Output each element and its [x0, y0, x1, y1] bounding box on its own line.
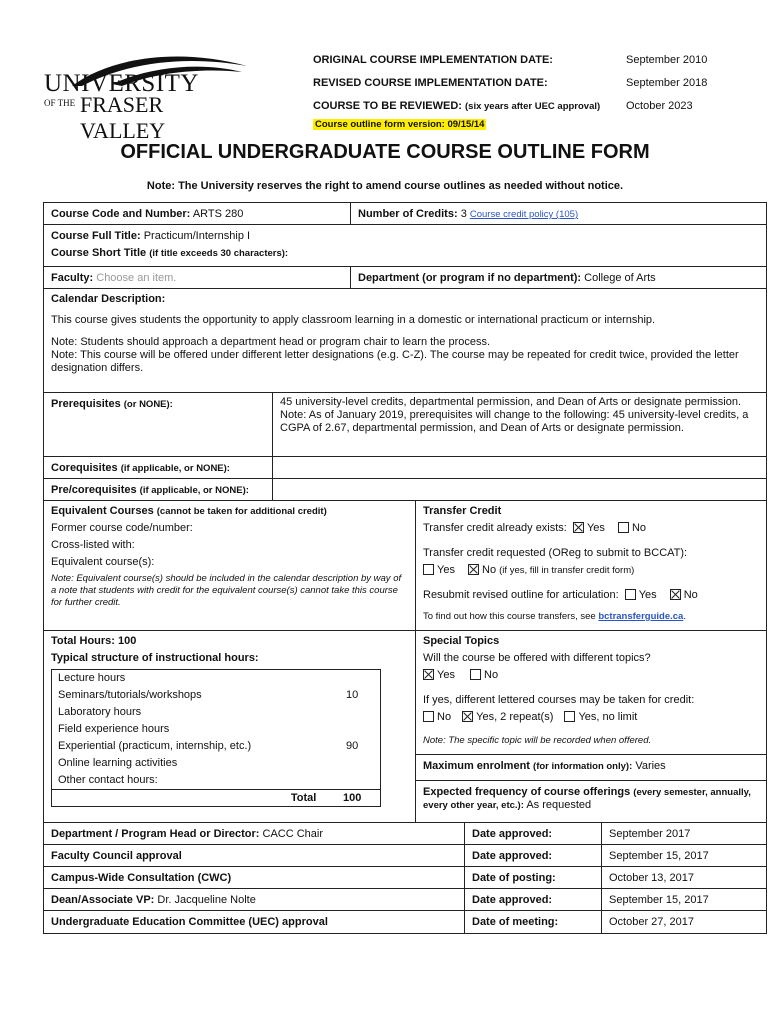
approval-label: Undergraduate Education Committee (UEC) approval — [51, 916, 328, 928]
hours-row — [52, 772, 380, 789]
credit-policy-link[interactable]: Course credit policy (105) — [469, 209, 579, 220]
equivalent-courses-label[interactable]: Equivalent course(s): — [51, 556, 155, 568]
approval-label: Dean/Associate VP: — [51, 894, 155, 906]
hours-row — [52, 755, 380, 772]
equivalent-sub: (cannot be taken for additional credit) — [156, 506, 327, 517]
calendar-note-2[interactable]: Note: This course will be offered under different letter designations (e.g. C-Z). The course may be repeated for credit twice, provided the letter designation differs. — [51, 349, 739, 374]
approval-date[interactable]: September 15, 2017 — [601, 889, 766, 910]
lettered-yes-repeat-checkbox[interactable] — [462, 711, 473, 722]
resubmit-yes-label: Yes — [638, 589, 657, 601]
original-date-value: September 2010 — [626, 53, 708, 66]
hours-row-name: Field experience hours — [58, 723, 170, 735]
hours-structure-label: Typical structure of instructional hours: — [51, 652, 259, 664]
approval-date-label: Date approved: — [472, 894, 553, 906]
resubmit-yes-checkbox[interactable] — [625, 589, 636, 600]
university-logo — [42, 48, 252, 143]
hours-row-name: Laboratory hours — [58, 706, 142, 718]
transfer-exists-label: Transfer credit already exists: — [423, 522, 567, 534]
lettered-no-checkbox[interactable] — [423, 711, 434, 722]
approval-date-label: Date of posting: — [472, 872, 556, 884]
hours-row — [52, 670, 380, 687]
transfer-find-end: . — [683, 611, 686, 622]
review-date-value: October 2023 — [626, 99, 693, 112]
course-outline-form — [43, 202, 767, 934]
cross-listed-label[interactable]: Cross-listed with: — [51, 539, 135, 551]
former-code-label[interactable]: Former course code/number: — [51, 522, 193, 534]
hours-total-row — [52, 789, 380, 806]
transfer-requested-yes-label: Yes — [437, 564, 455, 576]
total-hours-label: Total Hours: — [51, 635, 115, 647]
approval-row — [44, 867, 766, 889]
special-note: Note: The specific topic will be recorded when offered. — [423, 735, 652, 746]
approval-row — [44, 845, 766, 867]
lettered-yes-repeat-label: Yes, 2 repeat(s) — [476, 711, 554, 723]
lettered-no-label: No — [437, 711, 452, 723]
course-meta — [313, 48, 733, 130]
frequency-label: Expected frequency of course offerings — [423, 786, 631, 798]
lettered-question: If yes, different lettered courses may be taken for credit: — [423, 694, 695, 706]
approval-date[interactable]: September 2017 — [601, 823, 766, 844]
hours-table — [51, 669, 381, 807]
hours-row-name: Experiential (practicum, internship, etc.) — [58, 740, 252, 752]
approval-date-label: Date approved: — [472, 828, 553, 840]
max-enrolment-label: Maximum enrolment — [423, 760, 530, 772]
logo-line3: FRASER VALLEY — [80, 92, 166, 143]
transfer-exists-yes-label: Yes — [586, 522, 605, 534]
hours-row — [52, 721, 380, 738]
approval-row — [44, 823, 766, 845]
coreq-value[interactable] — [272, 457, 766, 478]
faculty-select[interactable]: Choose an item. — [96, 272, 177, 284]
hours-total-label: Total — [290, 792, 317, 804]
hours-row-value[interactable]: 10 — [346, 689, 359, 701]
hours-row-name: Seminars/tutorials/workshops — [58, 689, 202, 701]
approval-date[interactable]: September 15, 2017 — [601, 845, 766, 866]
special-no-checkbox[interactable] — [470, 669, 481, 680]
calendar-label: Calendar Description: — [51, 293, 166, 305]
calendar-note-1[interactable]: Note: Students should approach a department head or program chair to learn the process. — [51, 336, 491, 348]
hours-total-value[interactable]: 100 — [343, 792, 362, 804]
transfer-requested-no-checkbox[interactable] — [468, 564, 479, 575]
approval-label: Faculty Council approval — [51, 850, 182, 862]
frequency-value[interactable]: As requested — [526, 799, 592, 811]
hours-row-value[interactable] — [324, 755, 380, 772]
prereq-sub: (or NONE): — [123, 399, 173, 410]
transfer-requested-no-sub: (if yes, fill in transfer credit form) — [499, 565, 635, 576]
hours-row-name: Lecture hours — [58, 672, 126, 684]
short-title-sub: (if title exceeds 30 characters): — [149, 248, 289, 259]
special-yes-checkbox[interactable] — [423, 669, 434, 680]
lettered-no-limit-checkbox[interactable] — [564, 711, 575, 722]
hours-row-value[interactable] — [324, 670, 380, 687]
prereq-label: Prerequisites — [51, 398, 121, 410]
total-hours-value[interactable]: 100 — [118, 635, 137, 647]
revised-date-label: REVISED COURSE IMPLEMENTATION DATE: — [313, 76, 548, 89]
hours-row-value[interactable]: 90 — [346, 740, 359, 752]
hours-row — [52, 704, 380, 721]
special-topics-question: Will the course be offered with different topics? — [423, 652, 651, 664]
transfer-requested-label: Transfer credit requested (OReg to submit to BCCAT): — [423, 547, 688, 559]
course-code-value[interactable]: ARTS 280 — [192, 208, 244, 220]
full-title-value[interactable]: Practicum/Internship I — [143, 230, 251, 242]
resubmit-label: Resubmit revised outline for articulation: — [423, 589, 619, 601]
original-date-label: ORIGINAL COURSE IMPLEMENTATION DATE: — [313, 53, 553, 66]
department-value[interactable]: College of Arts — [584, 272, 656, 284]
short-title-label: Course Short Title — [51, 247, 147, 259]
special-no-label: No — [484, 669, 499, 681]
hours-row-name: Online learning activities — [58, 757, 178, 769]
equivalent-label: Equivalent Courses — [51, 505, 154, 517]
review-date-label: COURSE TO BE REVIEWED: — [313, 99, 462, 112]
special-topics-label: Special Topics — [423, 635, 500, 647]
logo-line1: UNIVERSITY — [44, 70, 199, 97]
approval-date-label: Date of meeting: — [472, 916, 559, 928]
transfer-requested-no-label: No — [482, 564, 497, 576]
hours-row — [52, 687, 380, 704]
resubmit-no-label: No — [683, 589, 698, 601]
precoreq-value[interactable] — [272, 479, 766, 500]
review-date-sub: (six years after UEC approval) — [465, 100, 601, 112]
prereq-value[interactable]: 45 university-level credits, departmental permission, and Dean of Arts or designate permission. Note: As of January 2019, prerequisites will change to the following: 45 university-level credits, a CGPA of 2.67, departmental permission, and Dean of Arts or designate permission. — [272, 393, 766, 456]
hours-row-value[interactable] — [324, 704, 380, 721]
hours-row-value[interactable] — [324, 772, 380, 789]
approval-row — [44, 911, 766, 933]
approval-date-label: Date approved: — [472, 850, 553, 862]
transfer-label: Transfer Credit — [423, 505, 502, 517]
transfer-requested-yes-checkbox[interactable] — [423, 564, 434, 575]
lettered-no-limit-label: Yes, no limit — [578, 711, 638, 723]
amend-note: Note: The University reserves the right to amend course outlines as needed without notice. — [146, 180, 624, 192]
coreq-label: Corequisites — [51, 462, 118, 474]
approval-label: Department / Program Head or Director: — [51, 828, 260, 840]
frequency-sub: (every semester, annually, every other year, etc.): — [423, 787, 751, 811]
approval-value[interactable]: Dr. Jacqueline Nolte — [157, 894, 256, 906]
credits-value[interactable]: 3 — [460, 208, 467, 220]
transfer-exists-no-label: No — [631, 522, 647, 534]
faculty-label: Faculty: — [51, 272, 94, 284]
coreq-sub: (if applicable, or NONE): — [120, 463, 230, 474]
special-yes-label: Yes — [437, 669, 455, 681]
resubmit-no-checkbox[interactable] — [670, 589, 681, 600]
equivalent-note: Note: Equivalent course(s) should be included in the calendar description by way of a note that students with credit for the equivalent course(s) cannot take this course for further credit. — [51, 573, 402, 608]
full-title-label: Course Full Title: — [51, 230, 141, 242]
transfer-exists-yes-checkbox[interactable] — [573, 522, 584, 533]
hours-row-value[interactable] — [324, 721, 380, 738]
approval-value[interactable]: CACC Chair — [262, 828, 324, 840]
calendar-text[interactable]: This course gives students the opportunity to apply classroom learning in a domestic or international practicum or internship. — [51, 314, 656, 326]
revised-date-value: September 2018 — [626, 76, 708, 89]
page-title: OFFICIAL UNDERGRADUATE COURSE OUTLINE FORM — [120, 141, 650, 163]
approval-date[interactable]: October 27, 2017 — [601, 911, 766, 933]
hours-row-name: Other contact hours: — [58, 774, 158, 786]
form-version: Course outline form version: 09/15/14 — [315, 119, 485, 130]
approval-date[interactable]: October 13, 2017 — [601, 867, 766, 888]
department-label: Department (or program if no department): — [358, 272, 582, 284]
credits-label: Number of Credits: — [358, 208, 458, 220]
course-code-label: Course Code and Number: — [51, 208, 191, 220]
bctransferguide-link[interactable]: bctransferguide.ca — [598, 611, 684, 622]
max-enrolment-value[interactable]: Varies — [635, 760, 666, 772]
logo-line2: OF THE — [44, 98, 76, 108]
precoreq-label: Pre/corequisites — [51, 484, 137, 496]
transfer-exists-no-checkbox[interactable] — [618, 522, 629, 533]
approval-label: Campus-Wide Consultation (CWC) — [51, 872, 232, 884]
hours-row — [52, 738, 380, 755]
max-enrolment-sub: (for information only): — [533, 761, 633, 772]
approval-row — [44, 889, 766, 911]
transfer-find-text: To find out how this course transfers, see — [423, 611, 596, 622]
precoreq-sub: (if applicable, or NONE): — [139, 485, 249, 496]
